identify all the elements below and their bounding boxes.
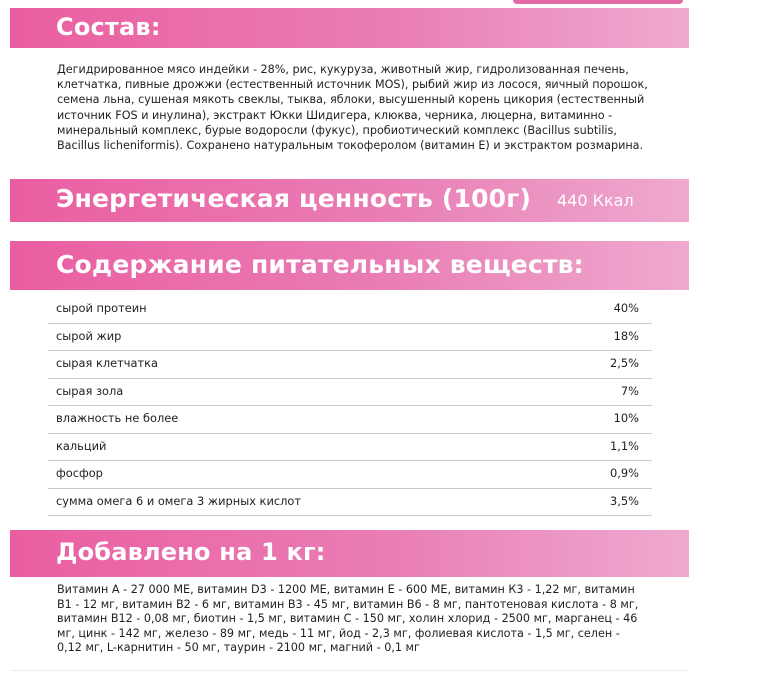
nutrients-table [48, 296, 652, 516]
table-row [48, 296, 652, 324]
nutrient-name: фосфор [56, 466, 103, 480]
composition-title: Состав: [56, 13, 161, 41]
composition-text: Дегидрированное мясо индейки - 28%, рис, кукуруза, животный жир, гидролизованная печень, клетчатка, пивные дрожжи (естественный источник MOS), рыбий жир из лосося, яичный порошок, семена льна, сушеная мякоть свеклы, тыква, яблоки, высушенный корень цикория (естественный источник FOS и инулина), экстракт Юкки Шидигера, клюква, черника, люцерна, витаминно - минеральный комплекс, бурые водоросли (фукус), пробиотический комплекс (Bacillus subtilis, Bacillus licheniformis). Сохранено натуральным токоферолом (витамин Е) и экстрактом розмарина. [57, 63, 648, 153]
energy-header-band [10, 179, 689, 222]
bottom-divider [10, 670, 689, 671]
added-text: Витамин А - 27 000 МЕ, витамин D3 - 1200 МЕ, витамин Е - 600 МЕ, витамин К3 - 1,22 мг, витамин В1 - 12 мг, витамин В2 - 6 мг, витамин В3 - 45 мг, витамин В6 - 8 мг, пантотеновая кислота - 8 мг, витамин В12 - 0,08 мг, биотин - 1,5 мг, витамин С - 150 мг, холин хлорид - 2500 мг, марганец - 46 мг, цинк - 142 мг, железо - 89 мг, медь - 11 мг, йод - 2,3 мг, фолиевая кислота - 1,5 мг, селен - 0,12 мг, L-карнитин - 50 мг, таурин - 2100 мг, магний - 0,1 мг [57, 583, 639, 654]
added-header-band [10, 530, 689, 577]
nutrient-name: сырая зола [56, 383, 124, 398]
nutrient-value: 10% [613, 411, 639, 425]
table-row [48, 406, 652, 434]
composition-header-band [10, 8, 689, 48]
energy-value: 440 Ккал [557, 191, 634, 210]
nutrient-value: 7% [620, 383, 639, 398]
table-row [48, 379, 652, 407]
nutrient-value: 40% [613, 301, 639, 315]
nutrient-name: сырой жир [56, 328, 122, 343]
nutrient-value: 1,1% [610, 438, 639, 453]
top-decorative-accent [513, 0, 683, 4]
table-row [48, 461, 652, 489]
nutrient-value: 3,5% [610, 493, 639, 508]
table-row [48, 434, 652, 462]
nutrient-name: влажность не более [56, 411, 179, 425]
nutrient-value: 0,9% [610, 466, 639, 480]
table-row [48, 489, 652, 517]
added-title: Добавлено на 1 кг: [56, 538, 326, 566]
nutrient-value: 18% [613, 328, 639, 343]
nutrient-name: сырая клетчатка [56, 356, 158, 370]
nutrient-name: сумма омега 6 и омега 3 жирных кислот [56, 493, 301, 508]
nutrients-header-band [10, 241, 689, 290]
table-row [48, 324, 652, 352]
nutrients-title: Содержание питательных веществ: [56, 250, 584, 279]
nutrient-name: сырой протеин [56, 301, 147, 315]
nutrient-name: кальций [56, 438, 107, 453]
energy-title: Энергетическая ценность (100г) [56, 184, 532, 213]
table-row [48, 351, 652, 379]
nutrient-value: 2,5% [610, 356, 639, 370]
